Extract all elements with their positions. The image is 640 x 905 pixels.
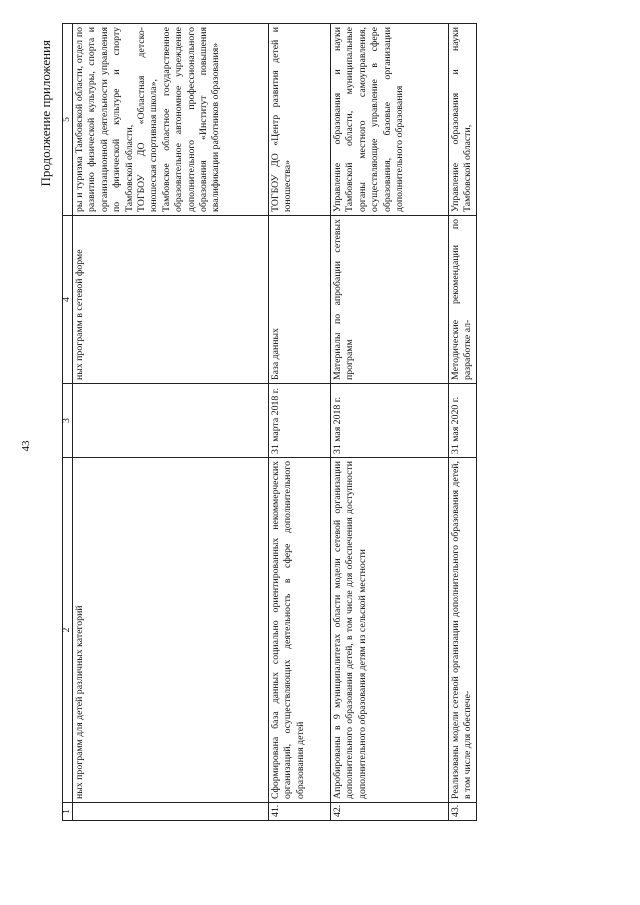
row-number: 43. [449,803,477,821]
row-result: ных программ в сетевой форме [73,216,269,384]
continuation-label: Продолжение приложения [38,40,53,187]
executor-line: Управление образования и науки Тамбовской области, муниципальные органы местного самоуправления, осуществляющие управление в сфере образования, базовые организации дополнительного образования [332,27,406,212]
row-executor [269,24,331,216]
header-col-2: 2 [63,458,73,803]
row-executor [449,24,477,216]
row-deadline [73,384,269,458]
executor-line: Управление образования и науки Тамбовской области, [450,27,474,212]
page-number: 43 [20,440,32,452]
header-row [63,24,73,821]
table-row [269,24,331,821]
row-number [73,803,269,821]
row-task: ных программ для детей различных категорий [73,458,269,803]
executor-line: ТОГБОУ ДО «Областная детско-юношеская спортивная школа», [136,27,160,212]
row-task: Апробированы в 9 муниципалитетах области модели сетевой организации дополнительного образования детей, в том числе для обеспечения доступности дополнительного образования детям из сельской местности [331,458,449,803]
table-row [73,24,269,821]
executor-line: Тамбовское областное государственное образовательное автономное учреждение дополнительного профессионального образования «Институт повышения квалификации работников образования» [160,27,222,212]
table-row [449,24,477,821]
row-result: Материалы по апробации сетевых программ [331,216,449,384]
appendix-table [62,23,477,821]
header-col-5: 5 [63,24,73,216]
table-row [331,24,449,821]
row-result: Методические рекомендации по разработке ал- [449,216,477,384]
row-task: Реализованы модели сетевой организации дополнительного образования детей, в том числе для обеспече- [449,458,477,803]
row-deadline: 31 марта 2018 г. [269,384,331,458]
row-deadline: 31 мая 2020 г. [449,384,477,458]
executor-line: ры и туризма Тамбовской области, отдел по развитию физической культуры, спорта и организационной деятельности управления по физической культуре и спорту Тамбовской области, [74,27,135,212]
row-number: 41. [269,803,331,821]
row-deadline: 31 мая 2018 г. [331,384,449,458]
header-col-4: 4 [63,216,73,384]
header-col-3: 3 [63,384,73,458]
row-task: Сформирована база данных социально ориентированных некоммерческих организаций, осуществляющих деятельность в сфере дополнительного образования детей [269,458,331,803]
row-executor [73,24,269,216]
header-col-1: 1 [63,803,73,821]
executor-line: ТОГБОУ ДО «Центр развития детей и юношества» [270,27,294,212]
row-executor [331,24,449,216]
row-result: База данных [269,216,331,384]
row-number: 42. [331,803,449,821]
